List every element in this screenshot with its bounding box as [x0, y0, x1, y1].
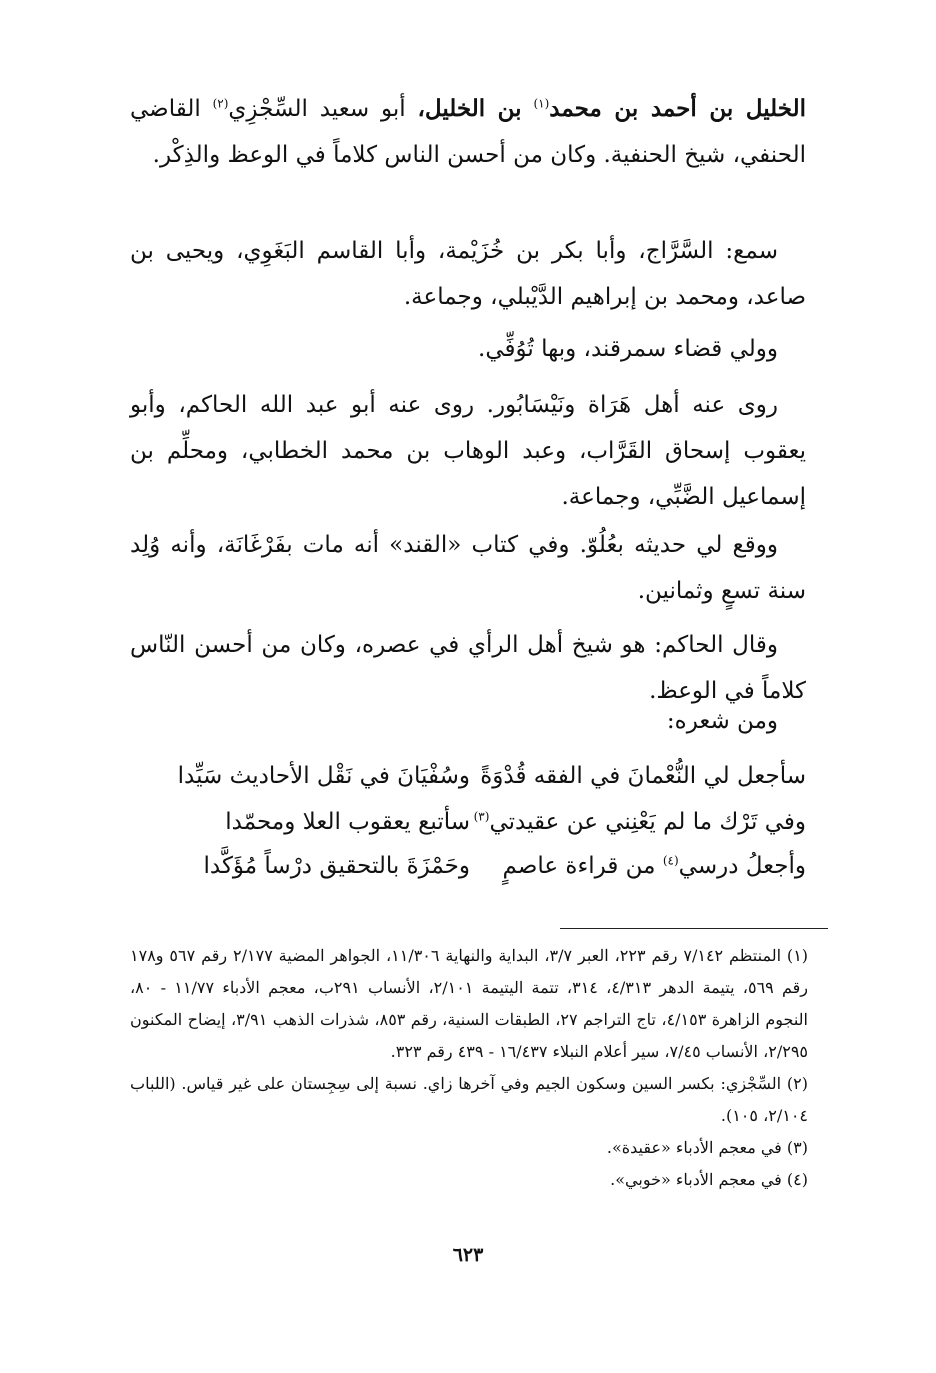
- footnote-1: (١) المنتظم ٧/١٤٢ رقم ٢٢٣، العبر ٣/٧، البداية والنهاية ١١/٣٠٦، الجواهر المضية ٢/١٧٧ رقم ٥٦٧ و١٧٨ رقم ٥٦٩، يتيمة الدهر ٤/٣١٣، ٣١٤، تتمة اليتيمة ٢/١٠١، الأنساب ٢٩١ب، معجم الأدباء ١١/٧٧ - ٨٠، النجوم الزاهرة ٤/١٥٣، تاج التراجم ٢٧، الطبقات السنية، رقم ٨٥٣، شذرات الذهب ٣/٩١، إيضاح المكنون ٢/٢٩٥، الأنساب ٧/٤٥، سير أعلام النبلاء ١٦/٤٣٧ - ٤٣٩ رقم ٣٢٣.: [130, 946, 809, 1061]
- footnote-ref-3: (٣): [473, 809, 490, 824]
- poem-line-3-first-hemistich: [466, 846, 806, 886]
- footnote-ref-2: (٢): [212, 96, 229, 111]
- footnote-separator: [560, 928, 828, 929]
- entry-name: الخليل بن أحمد بن محمد: [549, 95, 807, 122]
- paragraph-judge-block: [130, 326, 806, 372]
- page-number: ٦٢٣: [452, 1244, 484, 1266]
- paragraph-heard-block: [130, 228, 806, 320]
- footnotes: [130, 940, 808, 1196]
- paragraph-judge: وولي قضاء سمرقند، وبها تُوُفِّي.: [478, 336, 778, 362]
- paragraph-heard: سمع: السَّرَّاج، وأبا بكر بن خُزَيْمة، وأبا القاسم البَغَوِي، ويحيى بن صاعد، ومحمد بن إبراهيم الدَّيْبلي، وجماعة.: [130, 238, 806, 310]
- footnote-ref-4: (٤): [662, 853, 679, 868]
- entry-name-2: بن الخليل،: [417, 95, 522, 122]
- entry-heading-paragraph: [130, 86, 806, 178]
- footnote-4: (٤) في معجم الأدباء «خوبي».: [610, 1170, 808, 1189]
- entry-description: القاضي الحنفي، شيخ الحنفية. وكان من أحسن الناس كلاماً في الوعظ والذِكْر.: [130, 96, 806, 168]
- footnote-2: (٢) السِّجْزي: بكسر السين وسكون الجيم وفي آخرها زاي. نسبة إلى سِجِستان على غير قياس. (اللباب ٢/١٠٤، ١٠٥).: [130, 1074, 808, 1125]
- poem-line-3-text-b: من قراءة عاصمٍ: [502, 853, 663, 879]
- footnote-ref-1: (١): [533, 96, 550, 111]
- paragraph-hadith-block: [130, 522, 806, 614]
- paragraph-hadith: ووقع لي حديثه بعُلُوّ. وفي كتاب «القند» أنه مات بفَرْغَانَة، وأنه وُلِد سنة تسعٍ وثمانين.: [130, 532, 806, 604]
- main-text: [130, 86, 806, 178]
- poetry-intro-block: [130, 698, 806, 744]
- poem-line-2-second-hemistich: سأتبع يعقوب العلا ومحمّدا: [225, 809, 470, 835]
- footnote-3: (٣) في معجم الأدباء «عقيدة».: [606, 1138, 808, 1157]
- poem-line-1-first-hemistich: سأجعل لي النُّعْمانَ في الفقه قُدْوَةً: [480, 763, 806, 789]
- entry-kunya: أبو سعيد السِّجْزِي: [228, 96, 418, 122]
- poem-line-1-second-hemistich: وسُفْيَانَ في نَقْل الأحاديث سَيِّدا: [177, 763, 470, 789]
- poem-line-3-text-a: وأجعلُ درسي: [678, 853, 806, 879]
- paragraph-narrated: روى عنه أهل هَرَاة ونَيْسَابُور. روى عنه أبو عبد الله الحاكم، وأبو يعقوب إسحاق القَرَّاب، وعبد الوهاب بن محمد الخطابي، ومحلِّم بن إسماعيل الضَّبِّي، وجماعة.: [130, 392, 806, 510]
- poem-line-3-second-hemistich: وحَمْزَةَ بالتحقيق درْساً مُؤَكَّدا: [203, 853, 470, 879]
- paragraph-hakim: وقال الحاكم: هو شيخ أهل الرأي في عصره، وكان من أحسن النّاس كلاماً في الوعظ.: [130, 632, 806, 704]
- poem-line-2-text: وفي تَرْك ما لم يَعْنِني عن عقيدتي: [489, 809, 806, 835]
- poem-line-2-first-hemistich: [466, 802, 806, 842]
- poetry-intro: ومن شعره:: [666, 708, 778, 734]
- paragraph-narrated-block: [130, 382, 806, 520]
